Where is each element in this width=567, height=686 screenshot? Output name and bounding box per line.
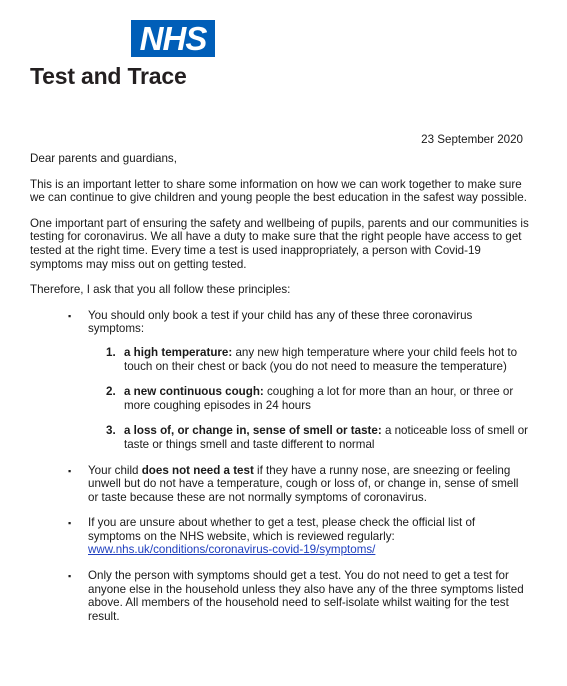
bullet-emphasis: does not need a test [141, 463, 254, 477]
nhs-symptoms-link[interactable]: www.nhs.uk/conditions/coronavirus-covid-19/symptoms/ [88, 543, 376, 557]
symptom-number: 3. [106, 424, 116, 438]
bullet-text: You should only book a test if your child has any of these three coronavirus symptoms: [88, 308, 473, 336]
symptom-item [88, 385, 530, 412]
paragraph-principles: Therefore, I ask that you all follow these principles: [30, 283, 291, 297]
symptom-number: 1. [106, 345, 116, 359]
symptom-title: a new continuous cough: [124, 385, 264, 399]
letter-date: 23 September 2020 [421, 133, 523, 146]
symptom-title: a loss of, or change in, sense of smell or taste: [124, 424, 382, 438]
bullet-text: if they have a runny nose, are sneezing or feeling unwell but do not have a temperature, cough or loss of, or change in, sense of smell or taste because these are not normally symptoms of coronavirus. [88, 463, 519, 504]
paragraph-testing: One important part of ensuring the safety and wellbeing of pupils, parents and our communities is testing for coronavirus. We all have a duty to make sure that the right people have access to get tested at the right time. Every time a test is used inappropriately, a person with Covid-19 symptoms may miss out on getting tested. [30, 216, 529, 271]
nhs-logo: NHS [131, 20, 215, 57]
paragraph-intro: This is an important letter to share some information on how we can work together to make sure we can continue to give children and young people the best education in the safest way possible. [30, 177, 527, 205]
bullet-icon: ▪ [68, 518, 72, 529]
symptoms-list [88, 346, 530, 452]
symptom-item [88, 346, 530, 373]
bullet-icon: ▪ [68, 310, 72, 321]
symptom-title: a high temperature: [124, 345, 233, 359]
list-item [30, 309, 530, 452]
bullet-icon: ▪ [68, 571, 72, 582]
letter-body [30, 152, 530, 635]
list-item [30, 464, 530, 505]
bullet-icon: ▪ [68, 465, 72, 476]
salutation: Dear parents and guardians, [30, 152, 177, 165]
symptom-text: any new high temperature where your child feels hot to touch on their chest or back (you do not need to measure the temperature) [124, 345, 518, 373]
symptom-number: 2. [106, 385, 116, 399]
bullet-text: If you are unsure about whether to get a test, please check the official list of symptoms on the NHS website, which is reviewed regularly: [88, 516, 476, 543]
list-item [30, 569, 530, 623]
bullet-text: Your child [88, 463, 142, 477]
principles-list [30, 309, 530, 624]
logo-title: Test and Trace [30, 63, 187, 89]
symptom-item [88, 424, 530, 451]
list-item [30, 516, 530, 557]
bullet-text: Only the person with symptoms should get a test. You do not need to get a test for anyone else in the household unless they also have any of the three symptoms listed above. All members of the household need to self-isolate whilst waiting for the test result. [88, 569, 524, 623]
symptom-text: a noticeable loss of smell or taste or things smell and taste different to normal [124, 424, 528, 451]
symptom-text: coughing a lot for more than an hour, or three or more coughing episodes in 24 hours [124, 385, 514, 412]
